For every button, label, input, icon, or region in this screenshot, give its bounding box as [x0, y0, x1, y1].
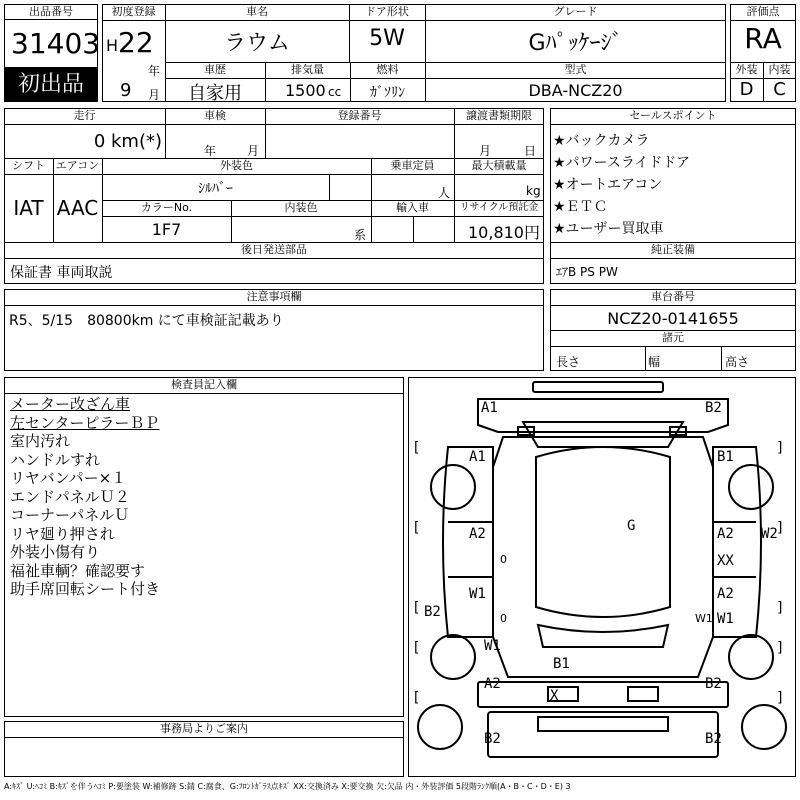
model: DBA-NCZ20	[528, 81, 623, 100]
color-no: 1F7	[151, 220, 182, 239]
transfer-day-unit: 日	[524, 144, 537, 158]
office-label: 事務局よりご案内	[160, 722, 248, 735]
bracket: ]	[776, 440, 785, 456]
spec-length: 長さ	[556, 355, 581, 369]
insp-year-unit: 年	[204, 144, 217, 158]
car-diagram	[408, 377, 796, 777]
lot-number: 31403	[11, 27, 101, 60]
bracket: [	[412, 440, 421, 456]
displacement: 1500	[285, 81, 326, 100]
interior-label: 内装	[768, 63, 791, 76]
score-label: 評価点	[746, 5, 780, 18]
displacement-label: 排気量	[291, 63, 324, 76]
mileage-label: 走行	[73, 109, 96, 122]
inspector-line: リヤバンパー×１	[10, 469, 127, 487]
inspector-line: 外装小傷有り	[10, 543, 101, 561]
bracket: ]	[776, 690, 785, 706]
inspector-line: 室内汚れ	[10, 432, 71, 450]
selling-point: ★ユーザー買取車	[553, 221, 664, 237]
lot-box	[4, 4, 101, 102]
notes-text: R5、5/15 80800km にて車検証記載あり	[9, 313, 284, 329]
selling-point: ★バックカメラ	[553, 133, 650, 149]
inspector-notes	[10, 395, 160, 599]
ext-color-label: 外装色	[220, 159, 253, 172]
import-label: 輸入車	[396, 201, 429, 214]
model-label: 型式	[564, 63, 587, 76]
spec-width: 幅	[648, 355, 661, 369]
later-parts-label: 後日発送部品	[241, 243, 307, 256]
reg-month: 9	[120, 80, 132, 101]
bracket: [	[412, 690, 421, 706]
bracket: [	[412, 640, 421, 656]
genuine-equipment: ｴｱB PS PW	[556, 265, 618, 279]
lot-label: 出品番号	[5, 5, 97, 20]
grade: Gﾊﾟｯｹｰｼﾞ	[528, 31, 623, 56]
mileage: 0 km(*)	[93, 131, 162, 152]
interior-score: C	[773, 79, 786, 100]
inspector-line: メーター改ざん車	[10, 395, 131, 413]
score: RA	[744, 22, 782, 55]
load-label: 最大積載量	[471, 159, 527, 172]
insp-month-unit: 月	[247, 144, 260, 158]
plate-label: 登録番号	[337, 109, 382, 122]
bracket: ]	[776, 600, 785, 616]
inspector-line: エンドパネルＵ２	[10, 487, 130, 506]
damage-mark: A2	[469, 526, 486, 542]
genuine-label: 純正装備	[651, 243, 695, 256]
first-listing-badge: 初出品	[4, 67, 98, 102]
ac-label: エアコン	[55, 159, 100, 172]
selling-point: ★ＥＴＣ	[553, 199, 608, 215]
fuel: ｶﾞｿﾘﾝ	[370, 85, 405, 101]
spec-label: 諸元	[662, 331, 684, 344]
transfer-label: 譲渡書類期限	[466, 109, 532, 122]
damage-mark: W1	[469, 586, 486, 602]
inspector-label: 検査員記入欄	[171, 378, 237, 391]
int-color-unit: 系	[354, 228, 367, 242]
capacity-label: 乗車定員	[390, 159, 435, 172]
damage-mark: A2	[484, 676, 501, 692]
grade-label: グレード	[553, 5, 598, 18]
bracket: ]	[776, 520, 785, 536]
shift: IAT	[13, 196, 44, 220]
displacement-unit: cc	[328, 85, 342, 99]
exterior-score: D	[739, 79, 754, 100]
exterior-label: 外装	[735, 63, 758, 76]
selling-point: ★オートエアコン	[553, 177, 663, 193]
inspector-line: 助手席回転シート付き	[10, 580, 161, 598]
recycle-label: リサイクル預託金	[459, 202, 539, 213]
chassis-number: NCZ20-0141655	[607, 309, 739, 328]
recycle-fee: 10,810円	[468, 223, 540, 242]
damage-mark: B2	[705, 731, 722, 747]
transfer-month-unit: 月	[479, 144, 492, 158]
damage-mark: B1	[553, 656, 570, 672]
notes-label: 注意事項欄	[246, 290, 302, 303]
inspection-label: 車検	[204, 109, 226, 122]
door-label: ドア形状	[365, 5, 409, 18]
spec-height: 高さ	[725, 355, 750, 369]
era: H	[106, 36, 119, 55]
damage-mark: 0	[500, 553, 507, 566]
damage-mark: W1	[484, 638, 501, 654]
damage-mark: A2	[717, 526, 734, 542]
load-unit: kg	[526, 184, 541, 198]
inspector-line: リヤ廻り押され	[10, 524, 115, 543]
shift-label: シフト	[12, 159, 45, 172]
damage-mark: W2	[761, 526, 778, 542]
ext-color: ｼﾙﾊﾞｰ	[198, 181, 233, 197]
bracket: [	[412, 520, 421, 536]
bracket: [	[412, 600, 421, 616]
first-reg-label: 初度登録	[111, 5, 156, 18]
damage-mark: B2	[705, 676, 722, 692]
damage-mark: W1	[695, 612, 713, 625]
int-color-label: 内装色	[284, 201, 318, 214]
inspector-line: 福祉車輌？確認要す	[10, 561, 146, 580]
selling-points-label: セールスポイント	[629, 109, 717, 122]
door: 5W	[369, 26, 405, 51]
damage-mark: A1	[481, 400, 498, 416]
reg-year: 22	[118, 26, 154, 59]
damage-mark: 0	[500, 612, 507, 625]
car-name: ラウム	[224, 31, 290, 56]
car-name-label: 車名	[246, 5, 268, 18]
legend-text: A:ｷｽﾞ U:ﾍｺﾐ B:ｷｽﾞを伴うﾍｺﾐ P:要塗装 W:補修跡 S:錆 C:腐食、G:ﾌﾛﾝﾄｶﾞﾗｽ点ｷｽﾞ XX:交換済み X:要交換 欠:欠品 内・外装評価 5段階ﾗﾝｸ順(A・B・C・D・E) 3	[4, 782, 571, 791]
ac: AAC	[56, 196, 99, 220]
inspector-line: ハンドルすれ	[10, 450, 101, 469]
capacity-unit: 人	[438, 186, 451, 200]
selling-point: ★パワースライドドア	[553, 155, 691, 171]
history-label: 車歴	[204, 63, 226, 76]
bracket: ]	[776, 640, 785, 656]
damage-mark: B2	[705, 400, 722, 416]
damage-mark: B2	[424, 604, 441, 620]
inspector-line: コーナーパネルＵ	[10, 506, 130, 524]
year-unit: 年	[148, 64, 161, 78]
chassis-label: 車台番号	[651, 290, 695, 303]
damage-mark: A1	[469, 449, 486, 465]
damage-mark: XX	[717, 553, 734, 569]
month-unit: 月	[148, 88, 161, 102]
damage-mark: A2	[717, 586, 734, 602]
damage-mark: W1	[717, 611, 734, 627]
damage-mark: B1	[717, 449, 734, 465]
later-parts: 保証書 車両取説	[10, 265, 113, 281]
damage-mark: X	[550, 688, 559, 704]
fuel-label: 燃料	[376, 63, 399, 76]
inspector-line: 左センターピラーＢＰ	[10, 413, 160, 432]
color-no-label: カラーNo.	[140, 201, 193, 214]
damage-mark: G	[627, 518, 636, 534]
history: 自家用	[188, 83, 242, 104]
damage-mark: B2	[484, 731, 501, 747]
